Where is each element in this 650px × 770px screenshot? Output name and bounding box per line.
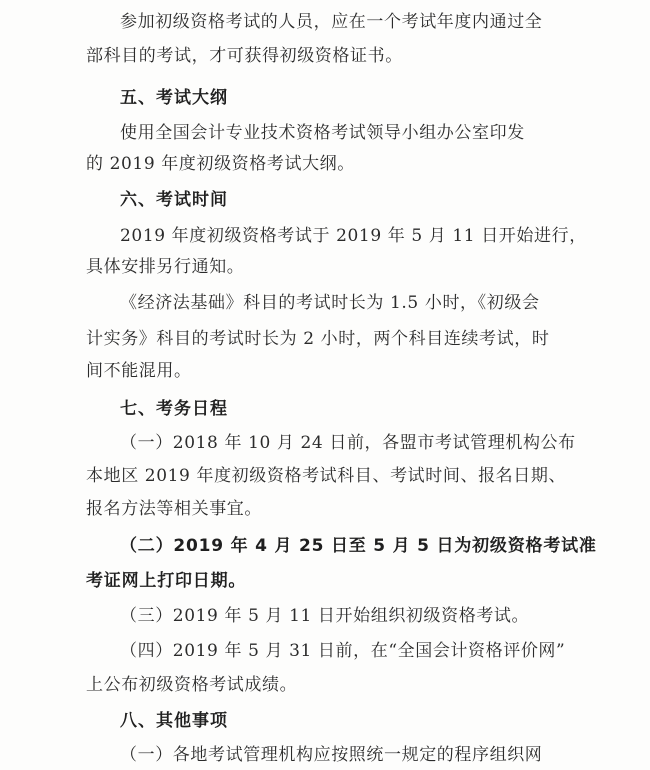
section-heading: 六、考试时间 <box>120 190 228 210</box>
paragraph-line: 参加初级资格考试的人员，应在一个考试年度内通过全 <box>120 12 543 32</box>
section-heading: 五、考试大纲 <box>120 88 228 108</box>
paragraph-line: 2019 年度初级资格考试于 2019 年 5 月 11 日开始进行， <box>120 226 587 246</box>
paragraph-line: 《经济法基础》科目的考试时长为 1.5 小时，《初级会 <box>120 293 540 313</box>
paragraph-line: 部科目的考试，才可获得初级资格证书。 <box>86 46 403 66</box>
paragraph-line: （一）2018 年 10 月 24 日前，各盟市考试管理机构公布 <box>120 433 576 453</box>
section-heading: 八、其他事项 <box>120 711 228 731</box>
paragraph-line: （二）2019 年 4 月 25 日至 5 月 5 日为初级资格考试准 <box>120 536 597 556</box>
paragraph-line: （三）2019 年 5 月 11 日开始组织初级资格考试。 <box>120 606 530 626</box>
paragraph-line: 间不能混用。 <box>86 361 192 381</box>
paragraph-line: 报名方法等相关事宜。 <box>86 499 262 519</box>
paragraph-line: 上公布初级资格考试成绩。 <box>86 675 298 695</box>
paragraph-line: 计实务》科目的考试时长为 2 小时，两个科目连续考试，时 <box>86 329 550 349</box>
paragraph-line: （四）2019 年 5 月 31 日前，在“全国会计资格评价网” <box>120 641 566 661</box>
paragraph-line: 使用全国会计专业技术资格考试领导小组办公室印发 <box>120 123 525 143</box>
paragraph-line: 具体安排另行通知。 <box>86 257 245 277</box>
paragraph-line: 考证网上打印日期。 <box>86 571 247 591</box>
paragraph-line: （一）各地考试管理机构应按照统一规定的程序组织网 <box>120 745 543 765</box>
paragraph-line: 的 2019 年度初级资格考试大纲。 <box>86 154 355 174</box>
section-heading: 七、考务日程 <box>120 399 228 419</box>
paragraph-line: 本地区 2019 年度初级资格考试科目、考试时间、报名日期、 <box>86 466 567 486</box>
